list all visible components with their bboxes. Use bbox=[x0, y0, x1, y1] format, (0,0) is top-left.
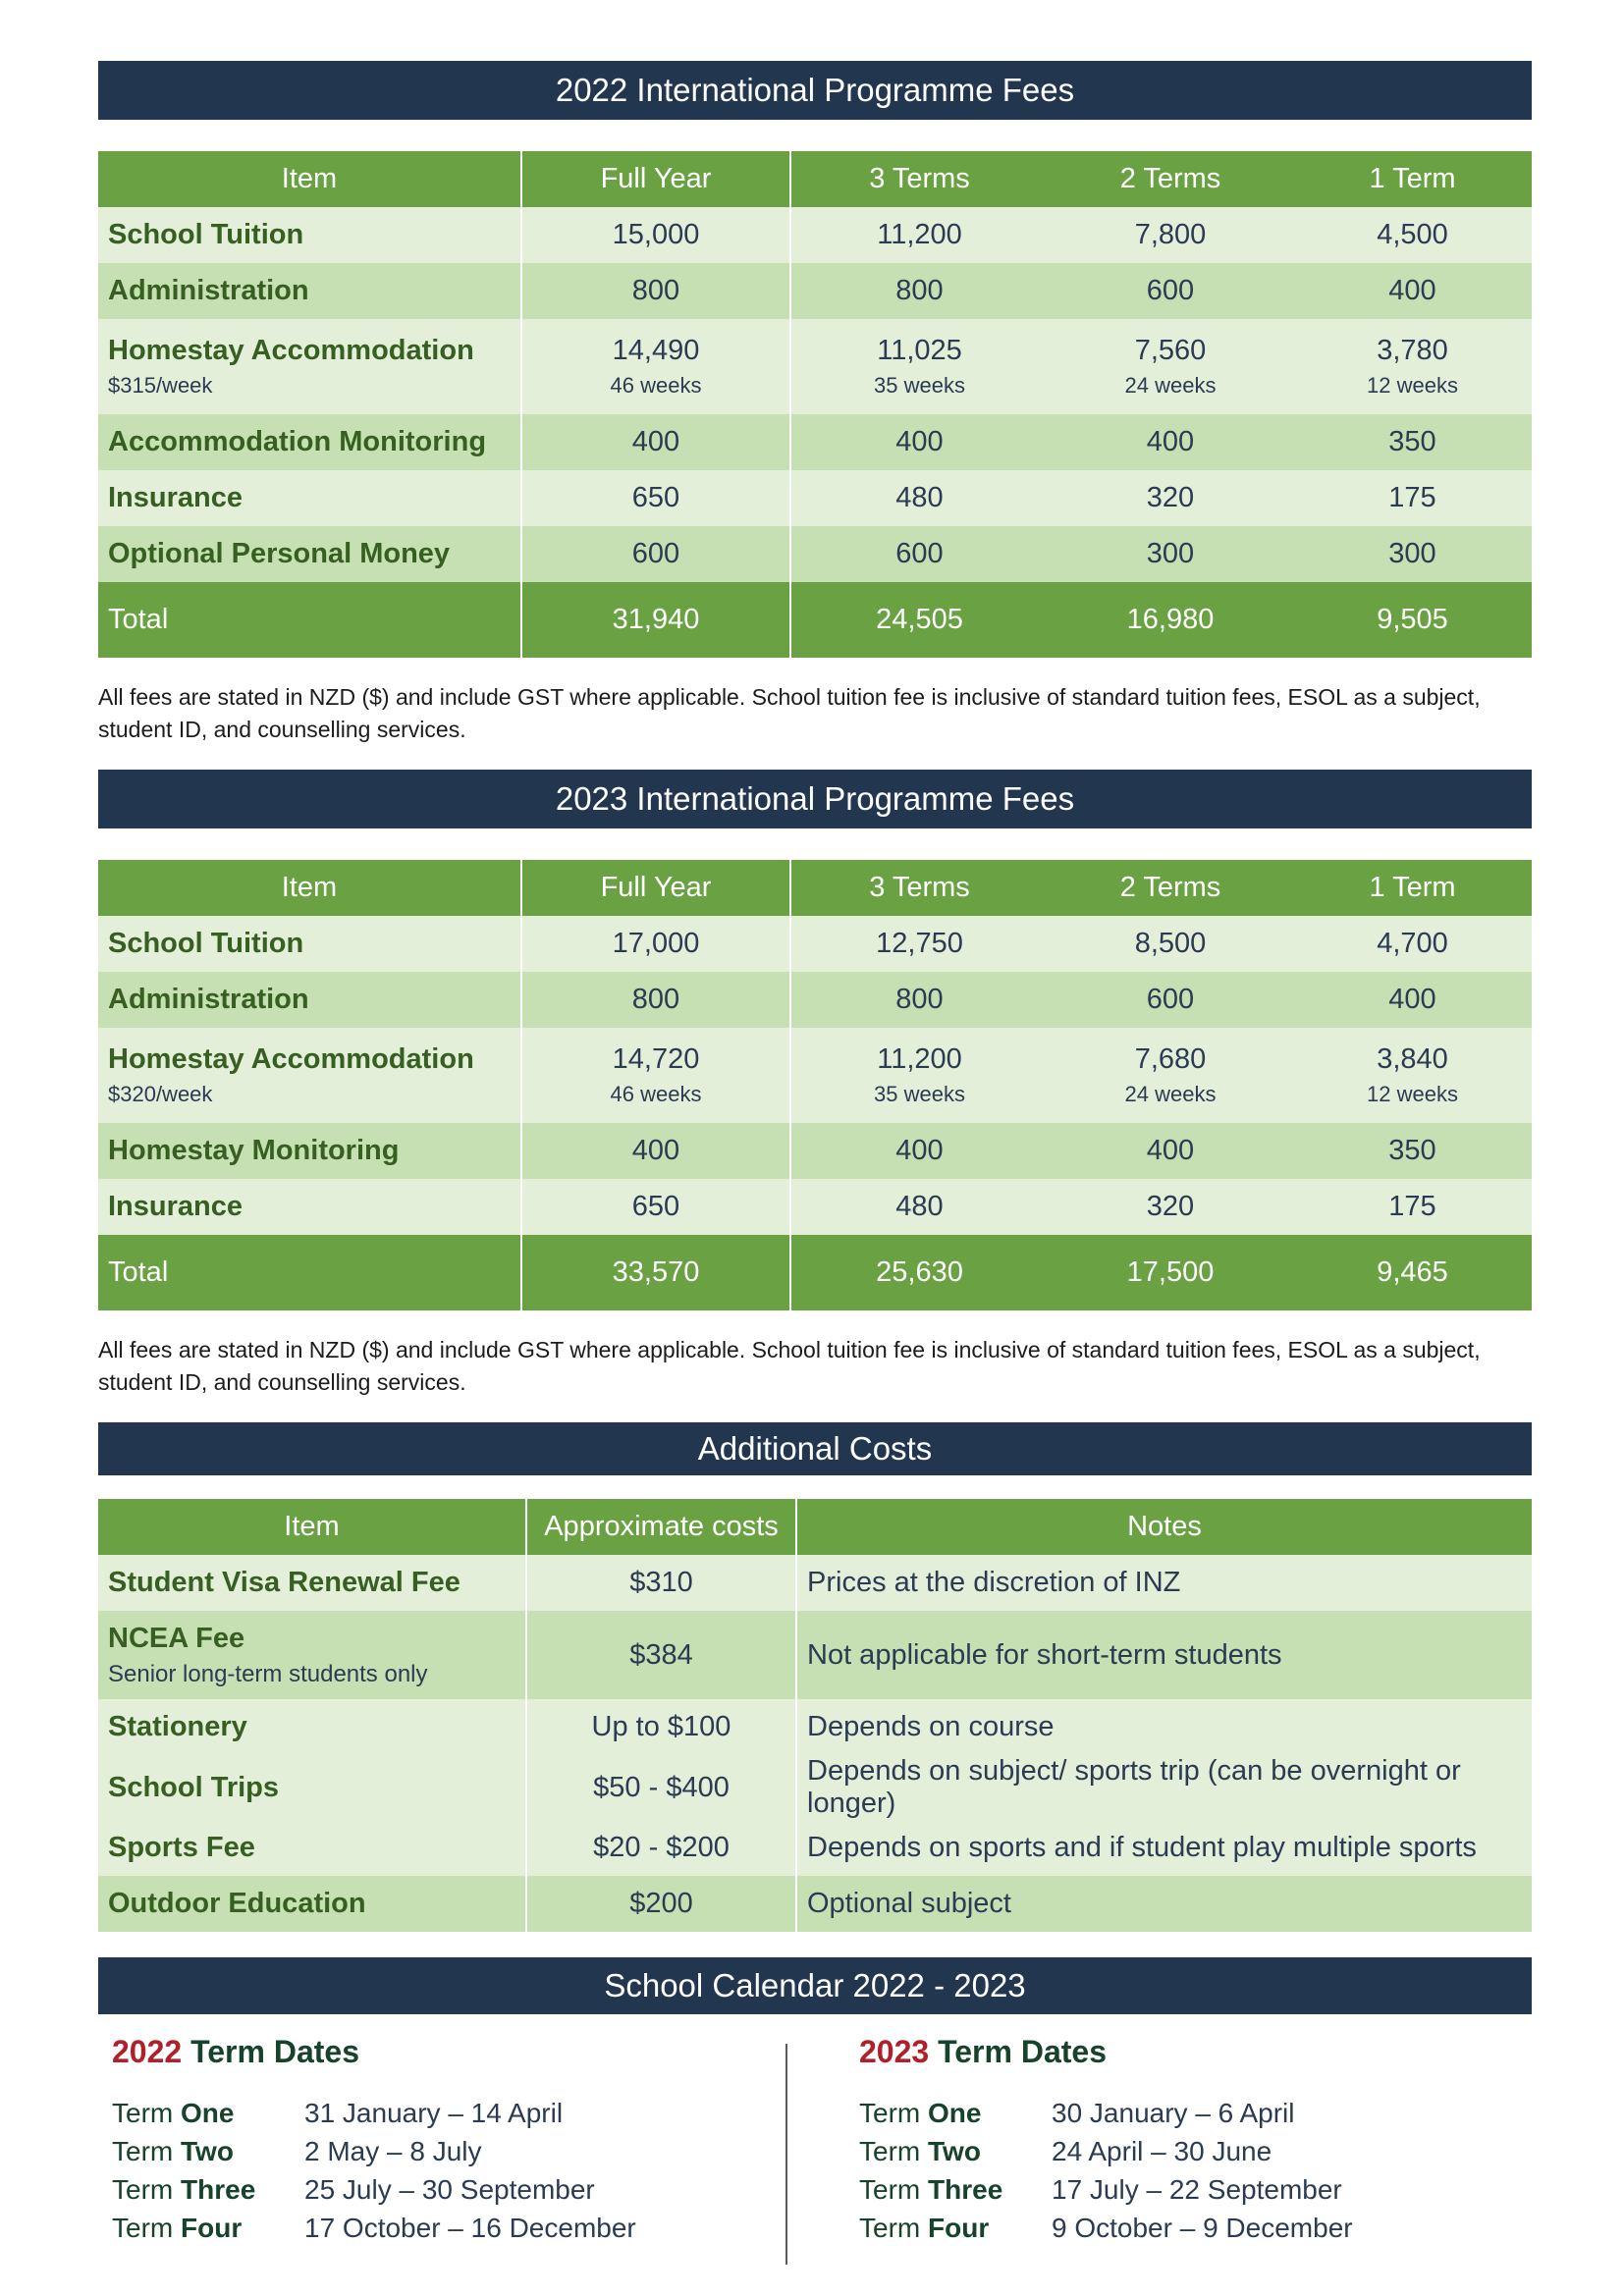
term-prefix: Term bbox=[859, 2136, 921, 2166]
column-header: Item bbox=[98, 1499, 526, 1555]
term-row bbox=[859, 2170, 1353, 2209]
cell-value: 350 bbox=[1293, 414, 1532, 470]
term-number: One bbox=[928, 2098, 982, 2128]
cost-note: Depends on course bbox=[796, 1699, 1532, 1755]
cell-main: 7,560 bbox=[1134, 335, 1207, 366]
cell-value bbox=[1293, 1028, 1532, 1123]
term-dates-2023 bbox=[859, 2034, 1353, 2247]
row-label bbox=[98, 1028, 521, 1123]
term-prefix: Term bbox=[859, 2174, 921, 2205]
table-row bbox=[98, 1028, 1532, 1123]
cell-value bbox=[1048, 1028, 1293, 1123]
cell-sub: 24 weeks bbox=[1124, 373, 1217, 398]
cell-value: 175 bbox=[1293, 1179, 1532, 1235]
term-name bbox=[112, 2170, 304, 2209]
term-dates: 17 July – 22 September bbox=[1052, 2174, 1342, 2205]
cell-sub: 24 weeks bbox=[1124, 1082, 1217, 1106]
term-prefix: Term bbox=[112, 2098, 174, 2128]
column-header: 2 Terms bbox=[1048, 151, 1293, 207]
table-row bbox=[98, 1755, 1532, 1820]
cost-note: Depends on subject/ sports trip (can be overnight or longer) bbox=[796, 1755, 1532, 1820]
cell-value: 11,200 bbox=[790, 207, 1048, 263]
table-row bbox=[98, 916, 1532, 972]
table-row bbox=[98, 526, 1532, 582]
total-value: 16,980 bbox=[1048, 582, 1293, 658]
row-label-text: NCEA Fee bbox=[108, 1622, 245, 1654]
total-row bbox=[98, 1235, 1532, 1310]
term-dates: 30 January – 6 April bbox=[1052, 2098, 1295, 2128]
row-label: Homestay Monitoring bbox=[98, 1123, 521, 1179]
term-dates: 17 October – 16 December bbox=[304, 2213, 636, 2243]
term-dates-2022-heading bbox=[112, 2034, 636, 2070]
term-prefix: Term bbox=[112, 2136, 174, 2166]
row-label: Student Visa Renewal Fee bbox=[98, 1555, 526, 1611]
cost-value: $50 - $400 bbox=[526, 1755, 796, 1820]
column-header: Item bbox=[98, 860, 521, 916]
cell-value: 12,750 bbox=[790, 916, 1048, 972]
term-name bbox=[859, 2132, 1052, 2170]
cell-main: 3,840 bbox=[1377, 1043, 1448, 1075]
row-label: School Tuition bbox=[98, 207, 521, 263]
cell-value: 650 bbox=[521, 470, 790, 526]
column-header: Approximate costs bbox=[526, 1499, 796, 1555]
column-header: 3 Terms bbox=[790, 860, 1048, 916]
row-label: Outdoor Education bbox=[98, 1876, 526, 1932]
table-row bbox=[98, 972, 1532, 1028]
cell-sub: 35 weeks bbox=[874, 1082, 965, 1106]
table-row bbox=[98, 263, 1532, 319]
term-number: Three bbox=[181, 2174, 256, 2205]
cell-value: 4,700 bbox=[1293, 916, 1532, 972]
cell-value: 400 bbox=[790, 414, 1048, 470]
heading-text: Term Dates bbox=[938, 2034, 1107, 2069]
table-row bbox=[98, 1611, 1532, 1699]
cell-value: 650 bbox=[521, 1179, 790, 1235]
term-number: Two bbox=[181, 2136, 234, 2166]
cost-value: $310 bbox=[526, 1555, 796, 1611]
cell-value: 400 bbox=[1293, 263, 1532, 319]
cell-value bbox=[521, 1028, 790, 1123]
column-header: 1 Term bbox=[1293, 151, 1532, 207]
cell-value bbox=[790, 319, 1048, 414]
cell-value: 4,500 bbox=[1293, 207, 1532, 263]
term-row bbox=[112, 2094, 636, 2132]
cell-value: 320 bbox=[1048, 1179, 1293, 1235]
cell-value: 480 bbox=[790, 1179, 1048, 1235]
term-dates-section bbox=[98, 2034, 1532, 2269]
total-row bbox=[98, 582, 1532, 658]
column-header: 1 Term bbox=[1293, 860, 1532, 916]
heading-text: Term Dates bbox=[190, 2034, 359, 2069]
cell-value: 400 bbox=[1048, 1123, 1293, 1179]
cell-main: 14,720 bbox=[612, 1043, 700, 1075]
row-sublabel: $315/week bbox=[108, 373, 213, 398]
cell-sub: 12 weeks bbox=[1367, 1082, 1458, 1106]
term-dates-2023-heading bbox=[859, 2034, 1353, 2070]
cell-value: 320 bbox=[1048, 470, 1293, 526]
cost-value: Up to $100 bbox=[526, 1699, 796, 1755]
cell-main: 14,490 bbox=[612, 335, 700, 366]
term-dates: 24 April – 30 June bbox=[1052, 2136, 1272, 2166]
year-label: 2023 bbox=[859, 2034, 930, 2069]
year-label: 2022 bbox=[112, 2034, 183, 2069]
table-header-row bbox=[98, 860, 1532, 916]
row-label: Optional Personal Money bbox=[98, 526, 521, 582]
cell-sub: 12 weeks bbox=[1367, 373, 1458, 398]
row-label: Sports Fee bbox=[98, 1820, 526, 1876]
cell-main: 11,200 bbox=[877, 1043, 962, 1075]
fees-2022-note: All fees are stated in NZD ($) and include GST where applicable. School tuition fee is inclusive of standard tuition fees, ESOL as a subject, student ID, and counselling services. bbox=[98, 684, 1481, 742]
term-row bbox=[859, 2209, 1353, 2247]
additional-costs-table bbox=[98, 1499, 1532, 1932]
cost-note: Depends on sports and if student play multiple sports bbox=[796, 1820, 1532, 1876]
fees-2023-banner: 2023 International Programme Fees bbox=[98, 770, 1532, 828]
cell-value: 15,000 bbox=[521, 207, 790, 263]
row-label-text: Homestay Accommodation bbox=[108, 335, 474, 366]
row-sublabel: Senior long-term students only bbox=[108, 1660, 428, 1687]
cell-value: 800 bbox=[521, 972, 790, 1028]
row-label: Administration bbox=[98, 972, 521, 1028]
term-row bbox=[859, 2132, 1353, 2170]
table-row bbox=[98, 470, 1532, 526]
table-row bbox=[98, 1123, 1532, 1179]
cell-value: 300 bbox=[1293, 526, 1532, 582]
cell-value bbox=[1048, 319, 1293, 414]
term-number: Three bbox=[928, 2174, 1003, 2205]
cell-value: 600 bbox=[790, 526, 1048, 582]
term-dates: 9 October – 9 December bbox=[1052, 2213, 1353, 2243]
cell-value: 400 bbox=[1293, 972, 1532, 1028]
cell-value: 400 bbox=[521, 414, 790, 470]
cell-value: 7,800 bbox=[1048, 207, 1293, 263]
table-row bbox=[98, 1876, 1532, 1932]
cost-value: $20 - $200 bbox=[526, 1820, 796, 1876]
cost-note: Optional subject bbox=[796, 1876, 1532, 1932]
column-header: 3 Terms bbox=[790, 151, 1048, 207]
term-dates: 2 May – 8 July bbox=[304, 2136, 482, 2166]
fees-2022-table bbox=[98, 151, 1533, 658]
term-row bbox=[859, 2094, 1353, 2132]
row-label bbox=[98, 319, 521, 414]
cell-value: 600 bbox=[521, 526, 790, 582]
fees-2023-table bbox=[98, 860, 1533, 1310]
cell-value: 400 bbox=[1048, 414, 1293, 470]
total-value: 9,465 bbox=[1293, 1235, 1532, 1310]
cell-value: 300 bbox=[1048, 526, 1293, 582]
row-label: Insurance bbox=[98, 1179, 521, 1235]
total-value: 25,630 bbox=[790, 1235, 1048, 1310]
term-name bbox=[112, 2094, 304, 2132]
cell-main: 3,780 bbox=[1377, 335, 1448, 366]
additional-costs-banner: Additional Costs bbox=[98, 1422, 1532, 1475]
column-header: Full Year bbox=[521, 860, 790, 916]
cost-note: Not applicable for short-term students bbox=[796, 1611, 1532, 1699]
row-sublabel: $320/week bbox=[108, 1082, 213, 1106]
fees-2022-banner: 2022 International Programme Fees bbox=[98, 61, 1532, 120]
total-value: 9,505 bbox=[1293, 582, 1532, 658]
term-dates: 31 January – 14 April bbox=[304, 2098, 564, 2128]
total-value: 17,500 bbox=[1048, 1235, 1293, 1310]
total-label: Total bbox=[98, 1235, 521, 1310]
term-number: Four bbox=[181, 2213, 243, 2243]
cell-value: 800 bbox=[790, 263, 1048, 319]
cost-note: Prices at the discretion of INZ bbox=[796, 1555, 1532, 1611]
table-row bbox=[98, 1820, 1532, 1876]
table-row bbox=[98, 319, 1532, 414]
cell-sub: 46 weeks bbox=[610, 1082, 702, 1106]
table-row bbox=[98, 1699, 1532, 1755]
column-header: Notes bbox=[796, 1499, 1532, 1555]
row-label bbox=[98, 1611, 526, 1699]
cell-value: 600 bbox=[1048, 263, 1293, 319]
term-number: Four bbox=[928, 2213, 990, 2243]
term-number: Two bbox=[928, 2136, 981, 2166]
row-label: Stationery bbox=[98, 1699, 526, 1755]
term-prefix: Term bbox=[859, 2098, 921, 2128]
column-header: Item bbox=[98, 151, 521, 207]
cell-value bbox=[1293, 319, 1532, 414]
term-name bbox=[859, 2094, 1052, 2132]
cell-sub: 46 weeks bbox=[610, 373, 702, 398]
cell-main: 11,025 bbox=[877, 335, 962, 366]
cell-value: 480 bbox=[790, 470, 1048, 526]
cell-value: 400 bbox=[790, 1123, 1048, 1179]
column-header: 2 Terms bbox=[1048, 860, 1293, 916]
term-name bbox=[859, 2170, 1052, 2209]
term-row bbox=[112, 2209, 636, 2247]
cell-value: 800 bbox=[790, 972, 1048, 1028]
cell-value bbox=[521, 319, 790, 414]
column-divider bbox=[785, 2044, 787, 2265]
table-row bbox=[98, 1179, 1532, 1235]
cell-value bbox=[790, 1028, 1048, 1123]
term-number: One bbox=[181, 2098, 235, 2128]
calendar-banner: School Calendar 2022 - 2023 bbox=[98, 1957, 1532, 2014]
table-header-row bbox=[98, 151, 1532, 207]
term-row bbox=[112, 2132, 636, 2170]
cell-value: 8,500 bbox=[1048, 916, 1293, 972]
total-label: Total bbox=[98, 582, 521, 658]
term-name bbox=[112, 2209, 304, 2247]
term-dates: 25 July – 30 September bbox=[304, 2174, 595, 2205]
row-label: School Trips bbox=[98, 1755, 526, 1820]
cell-value: 800 bbox=[521, 263, 790, 319]
cell-sub: 35 weeks bbox=[874, 373, 965, 398]
term-prefix: Term bbox=[112, 2213, 174, 2243]
cell-value: 350 bbox=[1293, 1123, 1532, 1179]
fees-2023-note: All fees are stated in NZD ($) and include GST where applicable. School tuition fee is inclusive of standard tuition fees, ESOL as a subject, student ID, and counselling services. bbox=[98, 1337, 1481, 1395]
term-prefix: Term bbox=[112, 2174, 174, 2205]
fee-schedule-page bbox=[98, 61, 1532, 2269]
cell-value: 17,000 bbox=[521, 916, 790, 972]
column-header: Full Year bbox=[521, 151, 790, 207]
cell-main: 7,680 bbox=[1134, 1043, 1207, 1075]
cost-value: $384 bbox=[526, 1611, 796, 1699]
term-name bbox=[112, 2132, 304, 2170]
table-row bbox=[98, 1555, 1532, 1611]
row-label: Administration bbox=[98, 263, 521, 319]
table-row bbox=[98, 207, 1532, 263]
total-value: 33,570 bbox=[521, 1235, 790, 1310]
cost-value: $200 bbox=[526, 1876, 796, 1932]
total-value: 24,505 bbox=[790, 582, 1048, 658]
term-dates-2022 bbox=[112, 2034, 636, 2247]
term-prefix: Term bbox=[859, 2213, 921, 2243]
term-row bbox=[112, 2170, 636, 2209]
total-value: 31,940 bbox=[521, 582, 790, 658]
cell-value: 600 bbox=[1048, 972, 1293, 1028]
table-header-row bbox=[98, 1499, 1532, 1555]
row-label-text: Homestay Accommodation bbox=[108, 1043, 474, 1075]
term-name bbox=[859, 2209, 1052, 2247]
table-row bbox=[98, 414, 1532, 470]
cell-value: 175 bbox=[1293, 470, 1532, 526]
row-label: School Tuition bbox=[98, 916, 521, 972]
row-label: Insurance bbox=[98, 470, 521, 526]
cell-value: 400 bbox=[521, 1123, 790, 1179]
row-label: Accommodation Monitoring bbox=[98, 414, 521, 470]
